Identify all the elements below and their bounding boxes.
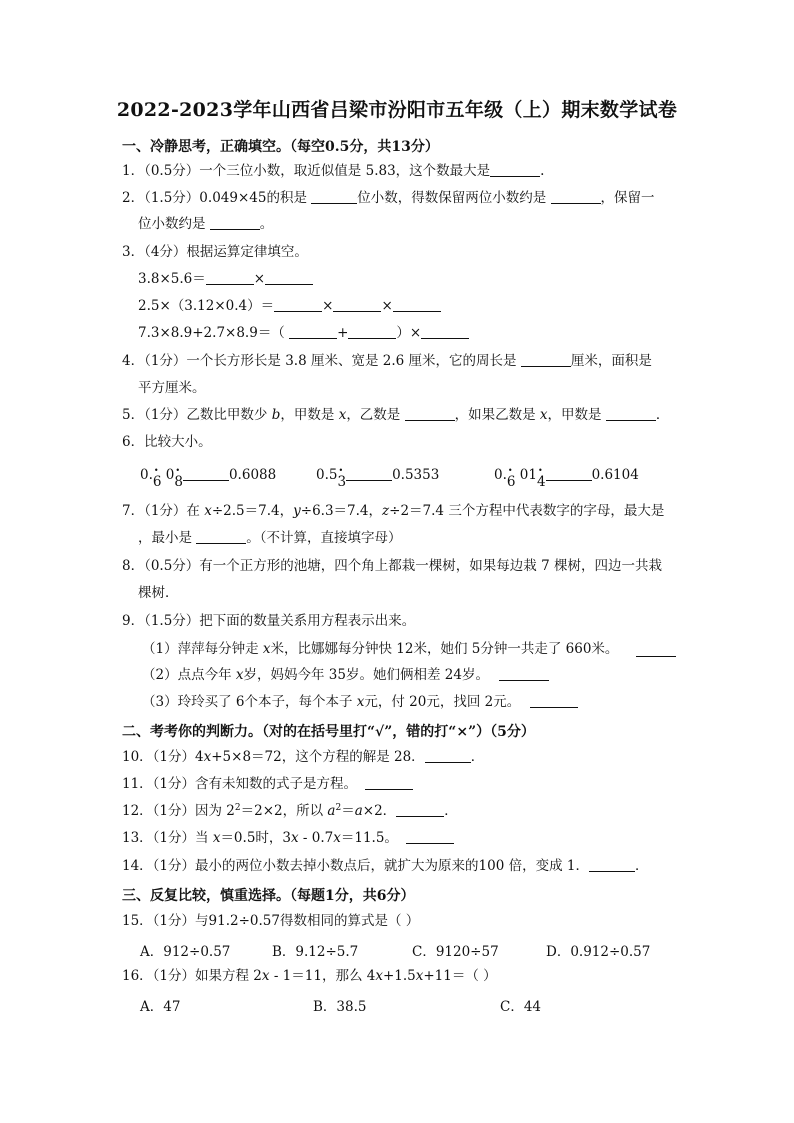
- answer-blank[interactable]: [636, 642, 676, 657]
- answer-blank[interactable]: [393, 297, 441, 312]
- question-14: 14．（1分）最小的两位小数去掉小数点后，就扩大为原来的100 倍，变成 1． ．: [122, 858, 649, 874]
- answer-blank[interactable]: [421, 324, 469, 339]
- question-12: 12．（1分）因为 $2^2=2\times 2$，所以 $a^2=a\times 2$． ．: [122, 803, 458, 819]
- option-15-b[interactable]: B．9.12÷5.7: [272, 944, 359, 960]
- answer-blank[interactable]: [551, 189, 601, 204]
- section-1-heading: 一、冷静思考，正确填空。（每空0.5分，共13分）: [122, 139, 439, 155]
- option-15-d[interactable]: D．0.912÷0.57: [546, 944, 651, 960]
- question-3: 3．（4分）根据运算定律填空。: [122, 244, 308, 260]
- question-10: 10．（1分）4x+5×8＝72，这个方程的解是 28． ．: [122, 749, 485, 765]
- answer-blank[interactable]: [348, 324, 396, 339]
- question-16: 16．（1分）如果方程 2x - 1＝11，那么 4x+1.5x+11＝（ ）: [122, 968, 497, 984]
- answer-blank[interactable]: [606, 406, 656, 421]
- answer-blank[interactable]: [546, 466, 592, 481]
- question-1: 1．（0.5分）一个三位小数，取近似值是 5.83，这个数最大是 .: [122, 163, 545, 179]
- answer-blank[interactable]: [406, 829, 454, 844]
- answer-blank[interactable]: [311, 189, 357, 204]
- compare-item-3: 0.• 6 01• 4 0.6104: [494, 466, 639, 483]
- answer-blank[interactable]: [365, 775, 413, 790]
- answer-blank[interactable]: [206, 270, 254, 285]
- section-3-heading: 三、反复比较，慎重选择。（每题1分，共6分）: [122, 888, 415, 904]
- answer-blank[interactable]: [425, 748, 471, 763]
- answer-blank[interactable]: [274, 297, 322, 312]
- question-3-item-2: 2.5×（3.12×0.4）＝ × ×: [138, 297, 441, 315]
- option-16-b[interactable]: B．38.5: [313, 999, 367, 1015]
- answer-blank[interactable]: [521, 352, 571, 367]
- repeating-digit: • 3: [337, 474, 346, 490]
- question-2-cont: 位小数约是 。: [138, 216, 274, 232]
- repeating-digit: • 6: [507, 474, 516, 490]
- question-9-item-1: （1）萍萍每分钟走 x米，比娜娜每分钟快 12米，她们 5分钟一共走了 660米。: [142, 641, 619, 657]
- repeating-digit: • 8: [174, 474, 183, 490]
- question-7-cont: ，最小是 。（不计算，直接填字母）: [138, 530, 402, 546]
- answer-blank[interactable]: [499, 666, 549, 681]
- compare-item-2: 0.5• 3 0.5353: [316, 466, 439, 483]
- answer-blank[interactable]: [183, 466, 229, 481]
- answer-blank[interactable]: [589, 857, 635, 872]
- question-9-item-2: （2）点点今年 x岁，妈妈今年 35岁。她们俩相差 24岁。: [142, 666, 549, 684]
- repeating-digit: • 6: [153, 474, 162, 490]
- question-7: 7．（1分）在 x÷2.5＝7.4，y÷6.3＝7.4，z÷2＝7.4 三个方程中代表数字的字母，最大是: [122, 503, 665, 519]
- answer-blank[interactable]: [530, 693, 578, 708]
- question-4-cont: 平方厘米。: [138, 380, 206, 396]
- repeating-digit: • 4: [537, 474, 546, 490]
- question-4: 4．（1分）一个长方形长是 3.8 厘米、宽是 2.6 厘米，它的周长是 厘米，面积是: [122, 353, 652, 369]
- option-16-a[interactable]: A．47: [140, 999, 181, 1015]
- answer-blank[interactable]: [196, 529, 246, 544]
- question-11: 11．（1分）含有未知数的式子是方程。: [122, 775, 413, 793]
- answer-blank[interactable]: [490, 162, 540, 177]
- section-2-heading: 二、考考你的判断力。（对的在括号里打“√”，错的打“×”）（5分）: [122, 724, 535, 740]
- question-9: 9．（1.5分）把下面的数量关系用方程表示出来。: [122, 613, 416, 629]
- answer-blank[interactable]: [396, 802, 444, 817]
- answer-blank[interactable]: [210, 215, 260, 230]
- question-9-item-3: （3）玲玲买了 6个本子，每个本子 x元，付 20元，找回 2元。: [142, 693, 578, 711]
- question-5: 5．（1分）乙数比甲数少 b，甲数是 x，乙数是 ，如果乙数是 x，甲数是 ．: [122, 407, 670, 423]
- question-8-cont: 棵树．: [138, 585, 179, 601]
- answer-blank[interactable]: [289, 324, 337, 339]
- answer-blank[interactable]: [405, 406, 455, 421]
- question-3-item-1: 3.8×5.6＝ ×: [138, 270, 313, 288]
- page-title: 2022-2023学年山西省吕梁市汾阳市五年级（上）期末数学试卷: [116, 99, 678, 121]
- question-6: 6．比较大小。: [122, 434, 212, 450]
- question-2: 2．（1.5分）0.049×45的积是 位小数，得数保留两位小数约是 ，保留一: [122, 190, 655, 206]
- compare-item-1: 0.• 6 0• 8 0.6088: [140, 466, 276, 483]
- option-16-c[interactable]: C．44: [500, 999, 542, 1015]
- question-8: 8．（0.5分）有一个正方形的池塘，四个角上都栽一棵树，如果每边栽 7 棵树，四边一共栽: [122, 558, 662, 574]
- answer-blank[interactable]: [265, 270, 313, 285]
- answer-blank[interactable]: [333, 297, 381, 312]
- option-15-a[interactable]: A．912÷0.57: [140, 944, 231, 960]
- option-15-c[interactable]: C．9120÷57: [412, 944, 499, 960]
- question-3-item-3: 7.3×8.9+2.7×8.9＝（ + ）×: [138, 324, 469, 342]
- question-13: 13．（1分）当 x＝0.5时，3x - 0.7x＝11.5。: [122, 829, 454, 847]
- question-15: 15．（1分）与91.2÷0.57得数相同的算式是（ ）: [122, 913, 420, 929]
- answer-blank[interactable]: [346, 466, 392, 481]
